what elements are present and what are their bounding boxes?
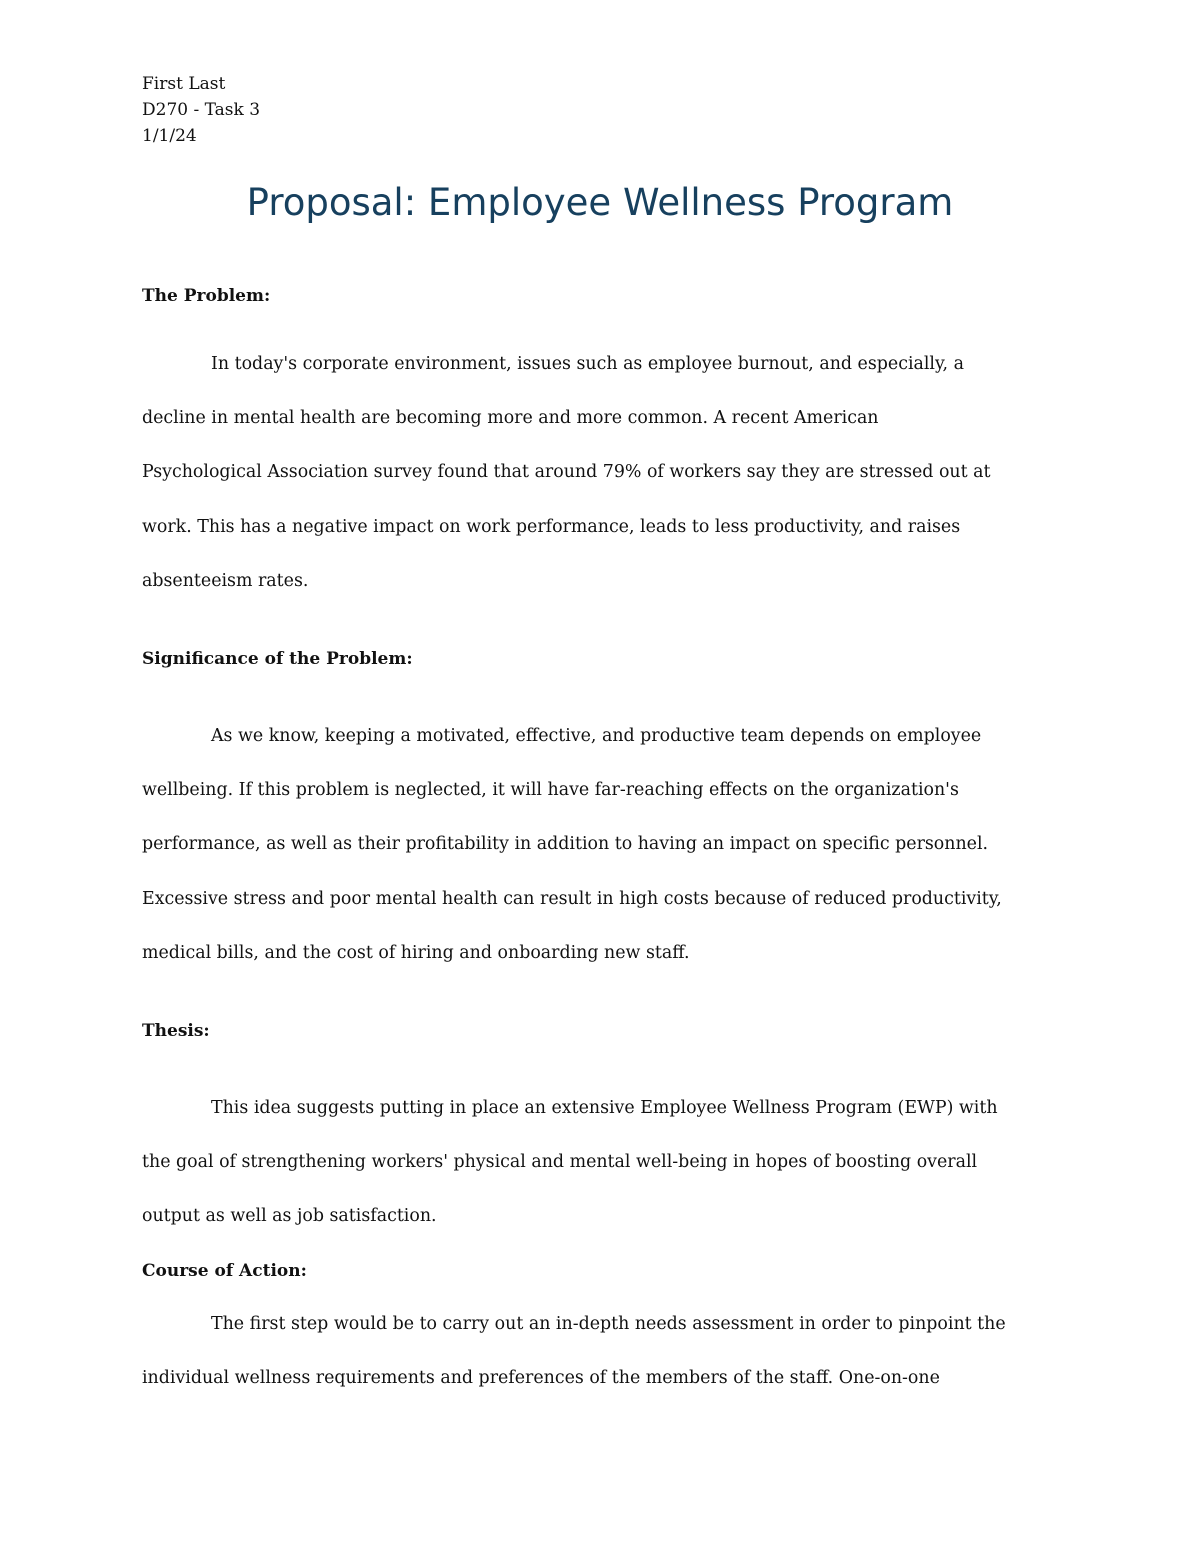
paragraph-line: the goal of strengthening workers' physical and mental well-being in hopes of boosting overall: [142, 1152, 978, 1173]
paragraph-line: Excessive stress and poor mental health can result in high costs because of reduced productivity,: [142, 888, 1002, 909]
header-block: [142, 71, 260, 149]
section-heading-problem: The Problem:: [142, 286, 271, 306]
paragraph-line: This idea suggests putting in place an extensive Employee Wellness Program (EWP) with: [211, 1098, 998, 1118]
course-task: D270 - Task 3: [142, 100, 261, 120]
paragraph-line: work. This has a negative impact on work performance, leads to less productivity, and raises: [142, 516, 961, 537]
paragraph-line: medical bills, and the cost of hiring and onboarding new staff.: [142, 942, 690, 963]
section-heading-thesis: Thesis:: [142, 1021, 210, 1041]
paragraph-line: absenteeism rates.: [142, 570, 309, 591]
section-body-thesis: [142, 1081, 1062, 1244]
paragraph-line: wellbeing. If this problem is neglected, it will have far-reaching effects on the organization's: [142, 780, 959, 801]
paragraph-line: output as well as job satisfaction.: [142, 1206, 437, 1227]
paragraph-line: performance, as well as their profitability in addition to having an impact on specific personnel.: [142, 834, 989, 855]
paragraph-line: decline in mental health are becoming more and more common. A recent American: [142, 408, 879, 429]
paragraph-line: Psychological Association survey found that around 79% of workers say they are stressed out at: [142, 462, 991, 483]
paragraph-line: As we know, keeping a motivated, effective, and productive team depends on employee: [211, 726, 982, 746]
section-body-course-of-action: [142, 1297, 1062, 1405]
paragraph-line: The first step would be to carry out an in-depth needs assessment in order to pinpoint the: [211, 1314, 1006, 1334]
author-name: First Last: [142, 74, 226, 94]
section-heading-course-of-action: Course of Action:: [142, 1261, 307, 1281]
paragraph-line: In today's corporate environment, issues such as employee burnout, and especially, a: [211, 354, 964, 374]
paragraph-line: individual wellness requirements and preferences of the members of the staff. One-on-one: [142, 1368, 940, 1389]
document-date: 1/1/24: [142, 126, 197, 146]
section-body-significance: [142, 709, 1062, 980]
section-heading-significance: Significance of the Problem:: [142, 649, 413, 669]
section-body-problem: [142, 337, 1062, 608]
document-title: Proposal: Employee Wellness Program: [246, 181, 954, 224]
